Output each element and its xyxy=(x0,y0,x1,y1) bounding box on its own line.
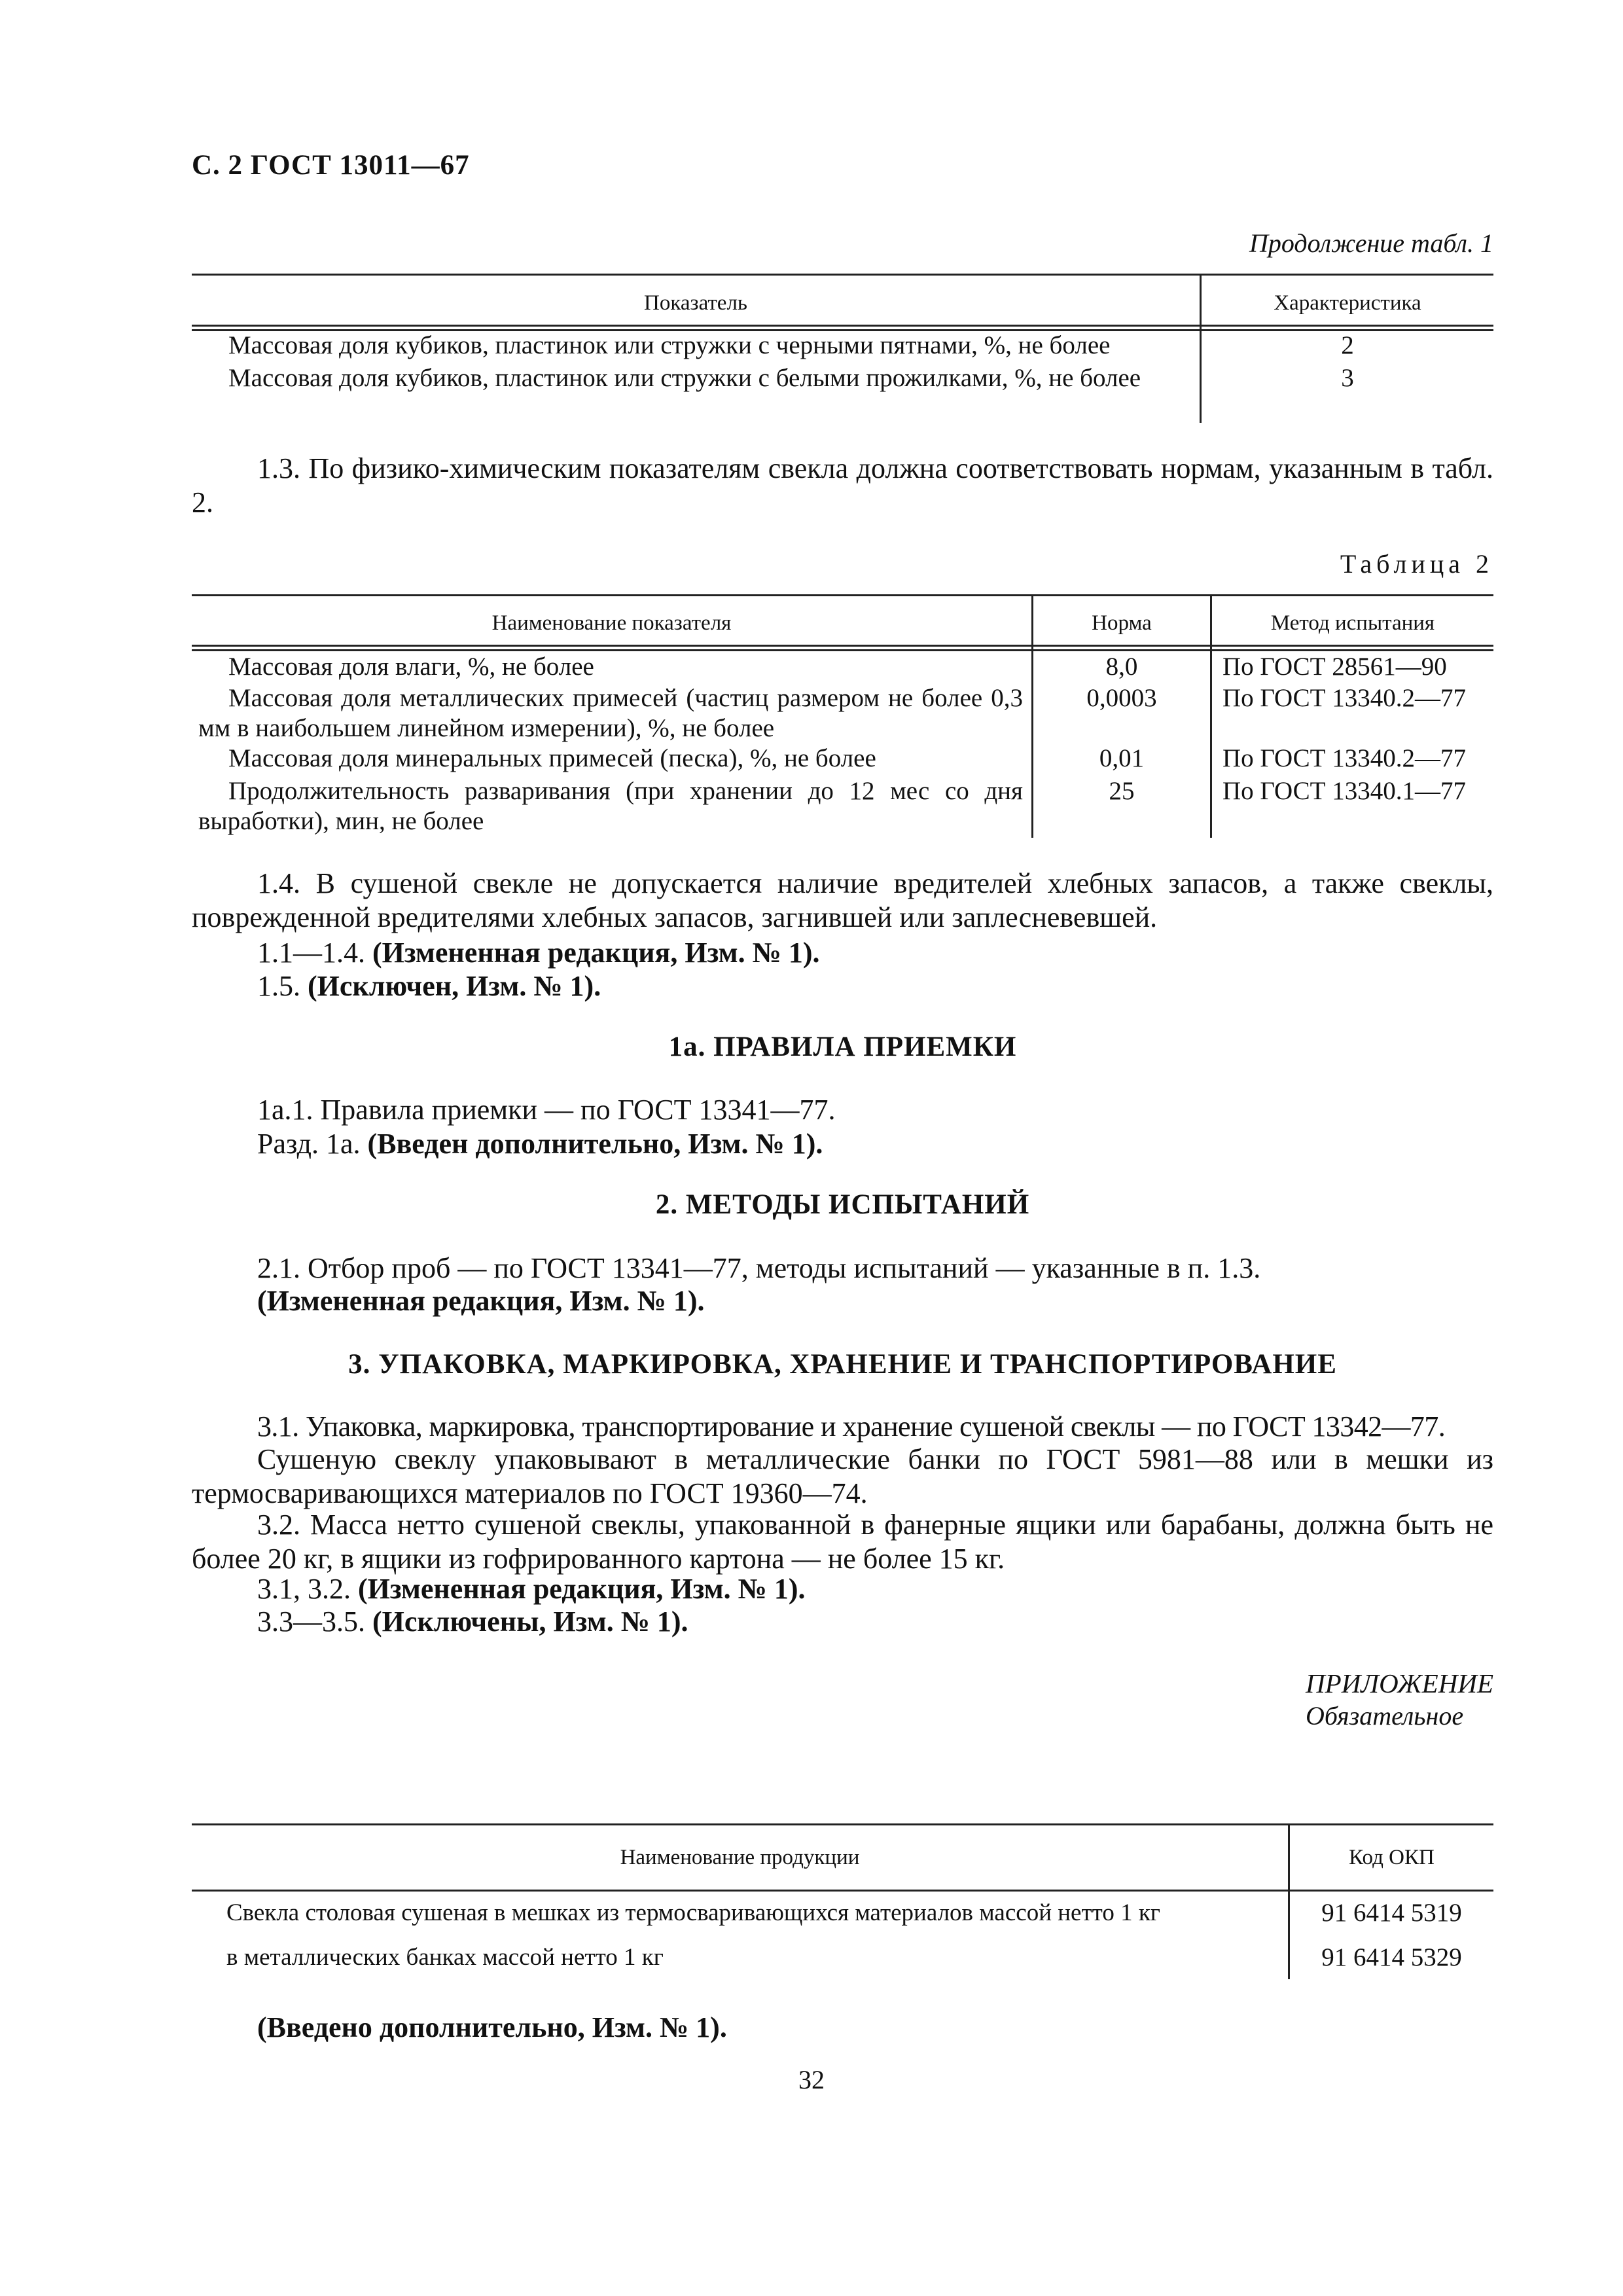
table-cell-method: По ГОСТ 28561—90 xyxy=(1222,653,1447,681)
table2-header-rule-double xyxy=(192,649,1493,651)
table-cell-value: 3 xyxy=(1341,364,1354,392)
page-number: 32 xyxy=(798,2065,825,2094)
table-row: Массовая доля кубиков, пластинок или стружки с белыми прожилками, %, не более xyxy=(228,364,1141,392)
table-cell-norm: 8,0 xyxy=(1105,653,1138,681)
amendment-note-3-3-3-5 xyxy=(257,1605,688,1638)
amendment-ref: 3.1, 3.2. xyxy=(257,1573,351,1605)
section-title-1a: 1а. ПРАВИЛА ПРИЕМКИ xyxy=(668,1031,1017,1062)
table-cell-norm: 0,0003 xyxy=(1086,684,1157,712)
table-row: Свекла столовая сушеная в мешках из термосваривающихся материалов массой нетто 1 кг xyxy=(226,1899,1160,1926)
table3-header-name: Наименование продукции xyxy=(620,1846,860,1869)
table2-top-rule xyxy=(192,594,1493,596)
amendment-note-2-1: (Измененная редакция, Изм. № 1). xyxy=(257,1285,705,1317)
table-row: в металлических банках массой нетто 1 кг xyxy=(226,1944,664,1971)
table2-header-name: Наименование показателя xyxy=(491,611,732,635)
amendment-note-3-1-3-2 xyxy=(257,1572,805,1605)
table-row: Массовая доля влаги, %, не более xyxy=(228,653,594,681)
table-row: Массовая доля кубиков, пластинок или стружки с черными пятнами, %, не более xyxy=(228,331,1111,359)
table-cell-code: 91 6414 5319 xyxy=(1321,1899,1462,1927)
table2-label: Таблица 2 xyxy=(1340,549,1493,579)
amendment-ref: Разд. 1а. xyxy=(257,1128,361,1160)
table-row: Массовая доля минеральных примесей (песка), %, не более xyxy=(228,744,876,772)
table-cell-method: По ГОСТ 13340.1—77 xyxy=(1222,777,1466,805)
table1-header-rule xyxy=(192,325,1493,327)
table1-header-value: Характеристика xyxy=(1274,291,1421,315)
amendment-ref: 1.1—1.4. xyxy=(257,937,365,969)
table-cell-method: По ГОСТ 13340.2—77 xyxy=(1222,684,1466,712)
table3-header-code: Код ОКП xyxy=(1349,1846,1435,1869)
section-title-3: 3. УПАКОВКА, МАРКИРОВКА, ХРАНЕНИЕ И ТРАНСПОРТИРОВАНИЕ xyxy=(348,1349,1337,1380)
amendment-note-1-1-1-4 xyxy=(257,936,819,969)
amendment-text: (Измененная редакция, Изм. № 1). xyxy=(358,1573,806,1605)
amendment-ref: 1.5. xyxy=(257,970,300,1002)
amendment-note-1a xyxy=(257,1127,823,1160)
table1-top-rule xyxy=(192,274,1493,276)
table1-continuation-label: Продолжение табл. 1 xyxy=(1249,228,1493,258)
amendment-note-appendix: (Введено дополнительно, Изм. № 1). xyxy=(257,2011,727,2043)
table2-header-norm: Норма xyxy=(1092,611,1152,635)
table-cell-norm: 0,01 xyxy=(1099,744,1145,772)
amendment-text: (Исключен, Изм. № 1). xyxy=(308,970,601,1002)
table-row: Массовая доля металлических примесей (частиц размером не более 0,3 мм в наибольшем линейном измерении), %, не более xyxy=(198,684,1023,742)
table2-header-rule xyxy=(192,645,1493,647)
table-cell-value: 2 xyxy=(1341,331,1354,359)
paragraph-1a-1: 1а.1. Правила приемки — по ГОСТ 13341—77. xyxy=(257,1094,836,1126)
paragraph-3-2: 3.2. Масса нетто сушеной свеклы, упакованной в фанерные ящики или барабаны, должна быть не более 20 кг, в ящики из гофрированного картона — не более 15 кг. xyxy=(192,1509,1493,1575)
paragraph-1-3: 1.3. По физико-химическим показателям свекла должна соответствовать нормам, указанным в табл. 2. xyxy=(192,452,1493,518)
amendment-text: (Исключены, Изм. № 1). xyxy=(372,1605,688,1638)
amendment-ref: 3.3—3.5. xyxy=(257,1605,365,1638)
amendment-note-1-5 xyxy=(257,969,601,1003)
paragraph-3-1: 3.1. Упаковка, маркировка, транспортирование и хранение сушеной свеклы — по ГОСТ 13342—77. xyxy=(257,1410,1446,1443)
table1-header-indicator: Показатель xyxy=(644,291,747,315)
section-title-2: 2. МЕТОДЫ ИСПЫТАНИЙ xyxy=(655,1189,1030,1220)
table3-header-rule xyxy=(192,1890,1493,1892)
table3-top-rule xyxy=(192,1823,1493,1825)
table-cell-method: По ГОСТ 13340.2—77 xyxy=(1222,744,1466,772)
paragraph-1-4: 1.4. В сушеной свекле не допускается наличие вредителей хлебных запасов, а также свеклы, поврежденной вредителями хлебных запасов, загнившей или заплесневевшей. xyxy=(192,867,1493,933)
paragraph-3-1b: Сушеную свеклу упаковывают в металлические банки по ГОСТ 5981—88 или в мешки из термосваривающихся материалов по ГОСТ 19360—74. xyxy=(192,1443,1493,1509)
table-cell-norm: 25 xyxy=(1109,777,1135,805)
amendment-text: (Измененная редакция, Изм. № 1). xyxy=(372,937,820,969)
appendix-title: ПРИЛОЖЕНИЕ xyxy=(1306,1668,1493,1698)
page-header: С. 2 ГОСТ 13011—67 xyxy=(192,150,470,181)
paragraph-2-1: 2.1. Отбор проб — по ГОСТ 13341—77, методы испытаний — указанные в п. 1.3. xyxy=(257,1252,1261,1284)
table2-column-divider-2 xyxy=(1210,594,1212,838)
appendix-subtitle: Обязательное xyxy=(1306,1701,1464,1731)
table2-header-method: Метод испытания xyxy=(1270,611,1435,635)
table-row: Продолжительность разваривания (при хранении до 12 мес со дня выработки), мин, не более xyxy=(198,777,1023,835)
amendment-text: (Введен дополнительно, Изм. № 1). xyxy=(367,1128,823,1160)
table-cell-code: 91 6414 5329 xyxy=(1321,1943,1462,1971)
